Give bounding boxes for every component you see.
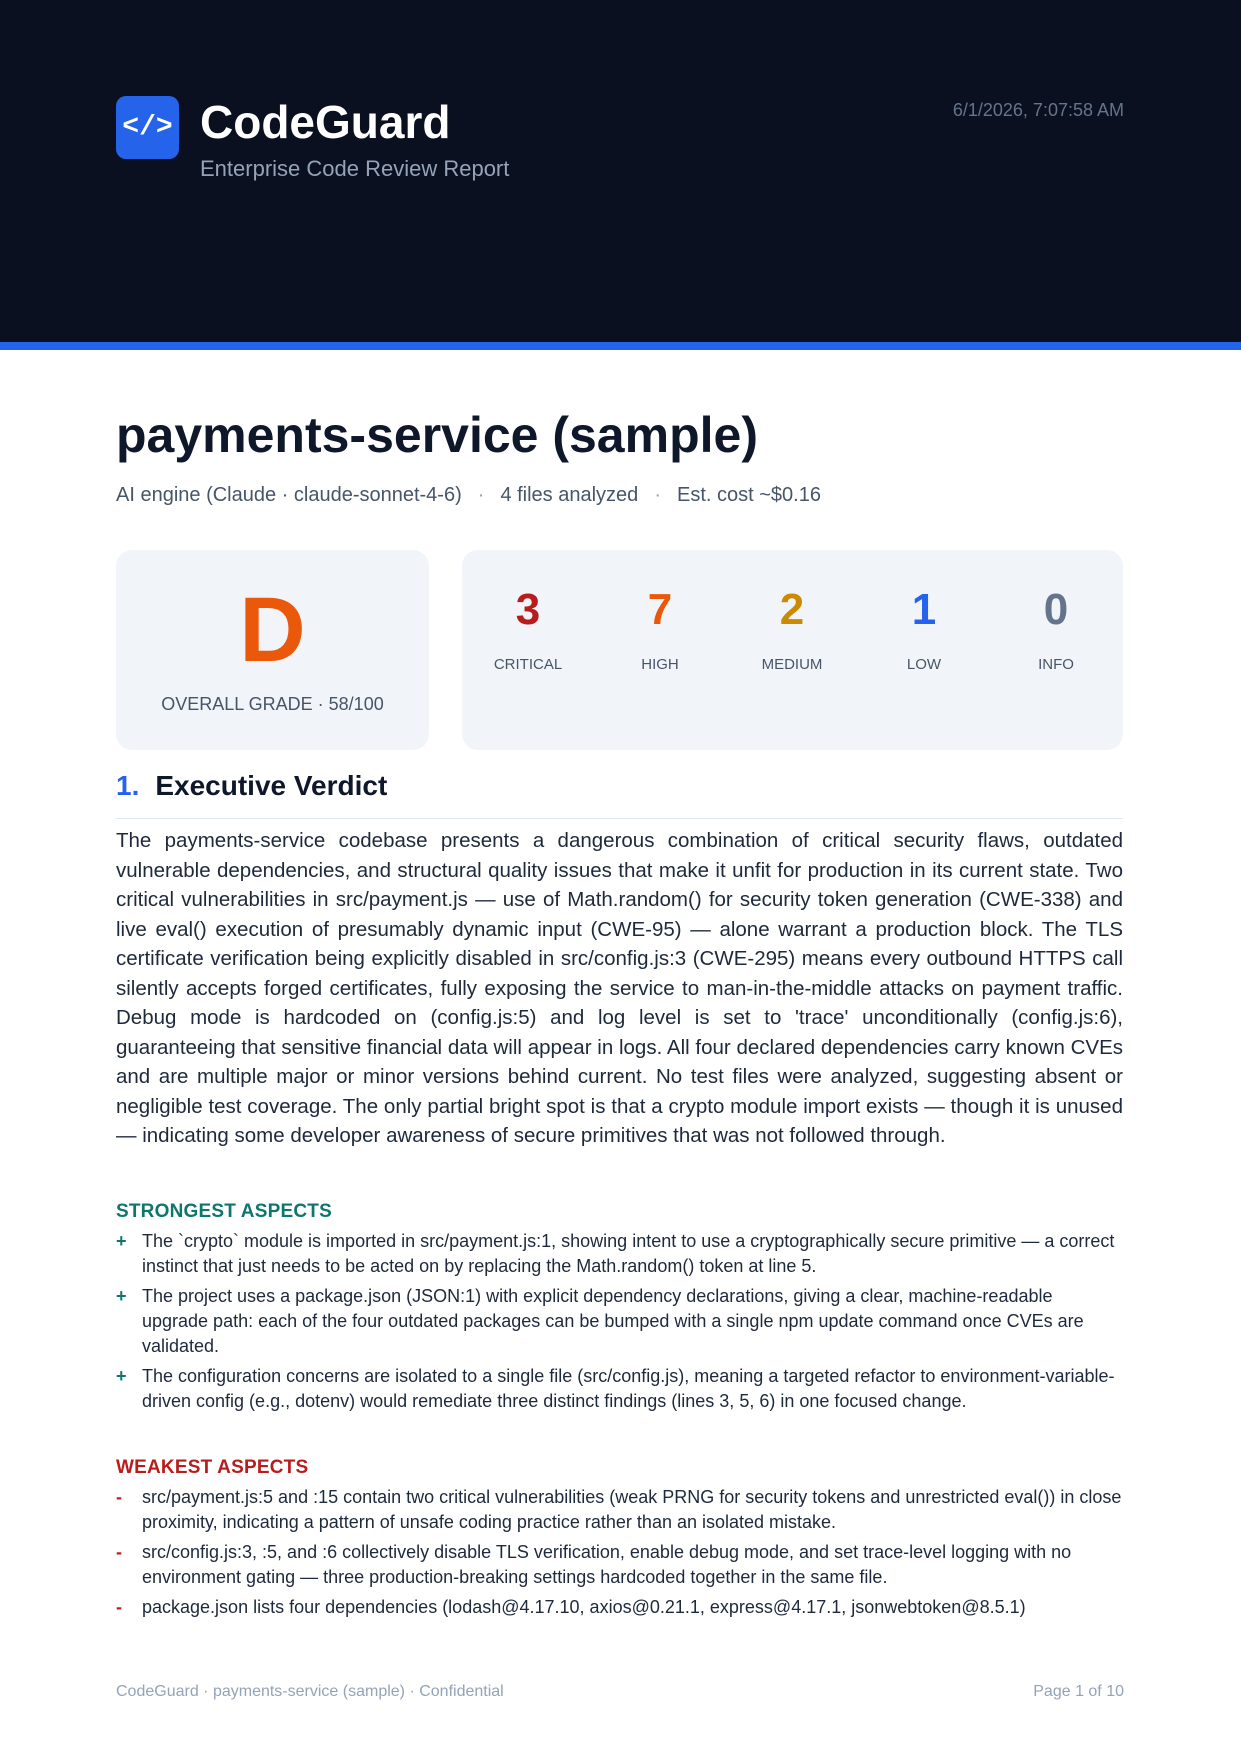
plus-icon: + [116,1231,127,1251]
severity-critical [462,584,594,673]
section-divider [116,818,1123,819]
plus-icon: + [116,1286,127,1306]
overall-grade-card [116,550,429,750]
list-item: - src/payment.js:5 and :15 contain two critical vulnerabilities (weak PRNG for security tokens and unrestricted eval()) in close proximity, indicating a pattern of unsafe coding practice rather than an isolated mistake. [116,1487,1122,1532]
files-analyzed: 4 files analyzed [500,484,639,506]
weakest-aspects-list [116,1485,1123,1625]
brand-subtitle: Enterprise Code Review Report [200,156,510,181]
grade-letter: D [239,579,306,681]
report-header [0,0,1241,342]
engine-info: AI engine (Claude · claude-sonnet-4-6) [116,484,462,506]
minus-icon: - [116,1597,122,1617]
report-meta [116,484,821,507]
severity-low [858,584,990,673]
report-title: payments-service (sample) [116,407,758,463]
severity-medium [726,584,858,673]
section-index: 1. [116,770,140,801]
list-item: - src/config.js:3, :5, and :6 collectively disable TLS verification, enable debug mode, and set trace-level logging with no environment gating — three production-breaking settings hardcoded together in the same file. [116,1542,1072,1587]
estimated-cost: Est. cost ~$0.16 [676,484,821,506]
severity-high [594,584,726,673]
minus-icon: - [116,1542,122,1562]
severity-count: 2 [779,585,805,634]
report-timestamp: 6/1/2026, 7:07:58 AM [952,100,1124,120]
brand-name: CodeGuard [200,96,451,148]
severity-label: MEDIUM [761,656,823,673]
section-title: Executive Verdict [155,770,388,801]
strongest-aspects-list [116,1229,1123,1419]
severity-count: 3 [515,585,541,634]
grade-label: OVERALL GRADE · 58/100 [161,694,384,714]
code-brackets-icon: </> [116,96,179,159]
footer-left: CodeGuard · payments-service (sample) · Confidential [116,1683,504,1700]
plus-icon: + [116,1366,127,1386]
severity-label: CRITICAL [493,656,563,673]
severity-counts-card [462,550,1123,750]
weakest-aspects-heading: WEAKEST ASPECTS [116,1457,309,1478]
page-number: Page 1 of 10 [1033,1683,1124,1700]
severity-label: LOW [906,656,942,673]
section-heading [116,770,387,802]
meta-separator: · [477,484,485,506]
severity-label: HIGH [641,656,679,673]
minus-icon: - [116,1487,122,1507]
verdict-paragraph: The payments-service codebase presents a dangerous combination of critical security flaws, outdated vulnerable dependencies, and structural quality issues that make it unfit for production in its current state. Two critical vulnerabilities in src/payment.js — use of Math.random() for security token generation (CWE-338) and live eval() execution of presumably dynamic input (CWE-95) — alone warrant a production block. The TLS certificate verification being explicitly disabled in src/config.js:3 (CWE-295) means every outbound HTTPS call silently accepts forged certificates, fully exposing the service to man-in-the-middle attacks on payment traffic. Debug mode is hardcoded on (config.js:5) and log level is set to 'trace' unconditionally (config.js:6), guaranteeing that sensitive financial data will appear in logs. All four declared dependencies carry known CVEs and are multiple major or minor versions behind current. No test files were analyzed, suggesting absent or negligible test coverage. The only partial bright spot is that a crypto module import exists — though it is unused — indicating some developer awareness of secure primitives that was not followed through. [116,829,1123,1147]
severity-count: 7 [647,585,673,634]
list-item: + The `crypto` module is imported in src/payment.js:1, showing intent to use a cryptographically secure primitive — a correct instinct that just needs to be acted on by replacing the Math.random() token at line 5. [116,1231,1115,1276]
list-item: + The project uses a package.json (JSON:1) with explicit dependency declarations, giving a clear, machine-readable upgrade path: each of the four outdated packages can be bumped with a single npm update command once CVEs are validated. [116,1286,1084,1356]
severity-count: 1 [911,585,937,634]
list-item: - package.json lists four dependencies (lodash@4.17.10, axios@0.21.1, express@4.17.1, jsonwebtoken@8.5.1) [116,1595,1123,1620]
severity-info [990,584,1122,673]
header-accent-rule [0,342,1241,350]
list-item: + The configuration concerns are isolated to a single file (src/config.js), meaning a targeted refactor to environment-variable-driven config (e.g., dotenv) would remediate three distinct findings (lines 3, 5, 6) in one focused change. [116,1366,1115,1411]
strongest-aspects-heading: STRONGEST ASPECTS [116,1201,332,1222]
meta-separator: · [654,484,661,506]
severity-count: 0 [1043,585,1069,634]
severity-label: INFO [1038,656,1074,673]
